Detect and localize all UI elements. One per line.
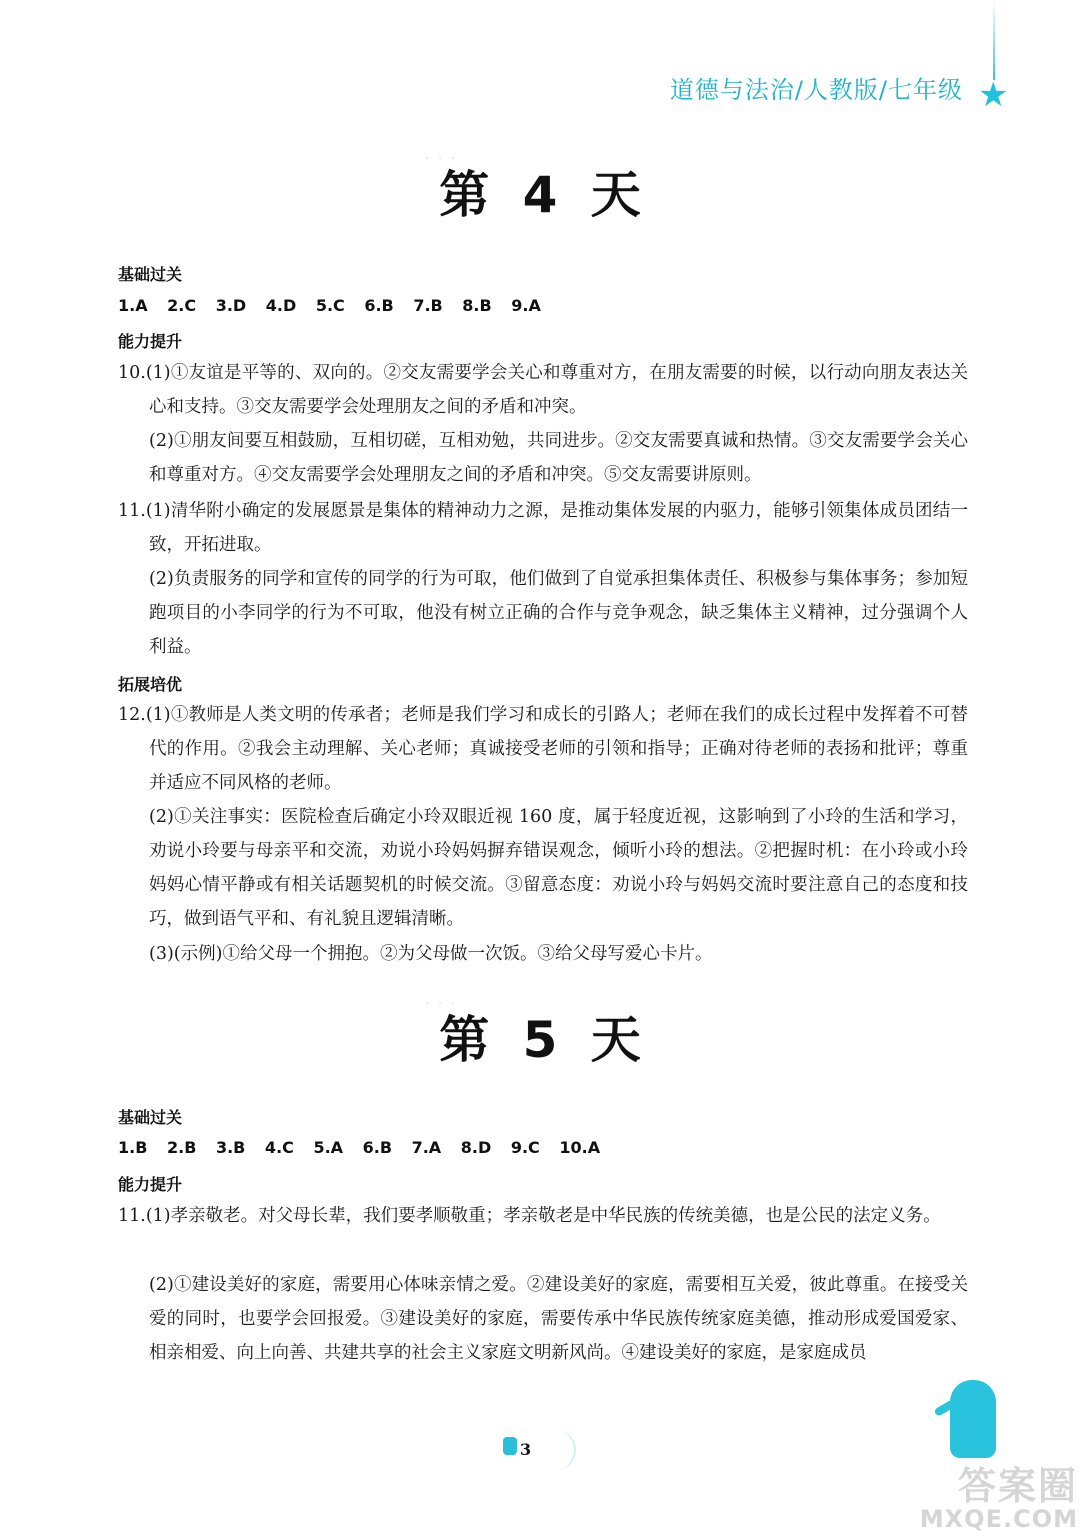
answer-12-3: (3)(示例)①给父母一个拥抱。②为父母做一次饭。③给父母写爱心卡片。 [149,944,713,964]
answer-11-1: 11.(1)孝亲敬老。对父母长辈，我们要孝顺敬重；孝亲敬老是中华民族的传统美德，也是公民的法定义务。 [118,1206,941,1226]
section-basic: 基础过关 [118,265,183,284]
page-number: 3 [520,1440,532,1459]
basic-answers: 1.B 2.B 3.B 4.C 5.A 6.B 7.A 8.D 9.C 10.A [118,1138,601,1157]
answer-12-1: 12.(1)①教师是人类文明的传承者；老师是我们学习和成长的引路人；老师在我们的成长过程中发挥着不可替代的作用。②我会主动理解、关心老师；真诚接受老师的引领和指导；正确对待老师的表扬和批评；尊重并适应不同风格的老师。 [118,705,968,793]
day-5-title [0,996,1088,1072]
watermark [898,1466,1078,1536]
decorative-dots: · · · [425,996,458,1012]
book-header: 道德与法治/人教版/七年级 [669,76,963,104]
star-icon: ★ [978,75,1009,115]
section-ability: 能力提升 [118,332,183,351]
mascot-icon [950,1380,996,1458]
basic-answers: 1.A 2.C 3.D 4.D 5.C 6.B 7.B 8.B 9.A [118,296,541,315]
answer-11-2: (2)①建设美好的家庭，需要用心体味亲情之爱。②建设美好的家庭，需要相互关爱，彼此尊重。在接受关爱的同时，也要学会回报爱。③建设美好的家庭，需要传承中华民族传统家庭美德，推动形成爱国爱家、相亲相爱、向上向善、共建共享的社会主义家庭文明新风尚。④建设美好的家庭，是家庭成员 [149,1275,968,1363]
answer-11-1: 11.(1)清华附小确定的发展愿景是集体的精神动力之源，是推动集体发展的内驱力，能够引领集体成员团结一致，开拓进取。 [118,501,968,555]
page-ornament-icon [503,1437,517,1455]
decorative-line [993,0,995,80]
answer-10-2: (2)①朋友间要互相鼓励，互相切磋，互相劝勉，共同进步。②交友需要真诚和热情。③交友需要学会关心和尊重对方。④交友需要学会处理朋友之间的矛盾和冲突。⑤交友需要讲原则。 [149,431,968,485]
day-4-title [0,151,1088,227]
section-ability: 能力提升 [118,1175,183,1194]
section-extend: 拓展培优 [118,675,183,694]
decorative-dots: · · · [425,151,458,167]
watermark-line2: MXQE.COM [919,1505,1078,1533]
answer-12-2: (2)①关注事实：医院检查后确定小玲双眼近视 160 度，属于轻度近视，这影响到了小玲的生活和学习，劝说小玲要与母亲平和交流，劝说小玲妈妈摒弃错误观念，倾听小玲的想法。②把握时机：在小玲或小玲妈妈心情平静或有相关话题契机的时候交流。③留意态度：劝说小玲与妈妈交流时要注意自己的态度和技巧，做到语气平和、有礼貌且逻辑清晰。 [149,807,968,929]
section-basic: 基础过关 [118,1108,183,1127]
day-5-title-text: 第 5 天 [439,1011,649,1069]
day-4-title-text: 第 4 天 [439,166,649,224]
answer-10-1: 10.(1)①友谊是平等的、双向的。②交友需要学会关心和尊重对方，在朋友需要的时候，以行动向朋友表达关心和支持。③交友需要学会处理朋友之间的矛盾和冲突。 [118,363,968,417]
watermark-line1: 答案圈 [957,1464,1078,1508]
answer-11-2: (2)负责服务的同学和宣传的同学的行为可取，他们做到了自觉承担集体责任、积极参与集体事务；参加短跑项目的小李同学的行为不可取，他没有树立正确的合作与竞争观念，缺乏集体主义精神，过分强调个人利益。 [149,569,968,657]
